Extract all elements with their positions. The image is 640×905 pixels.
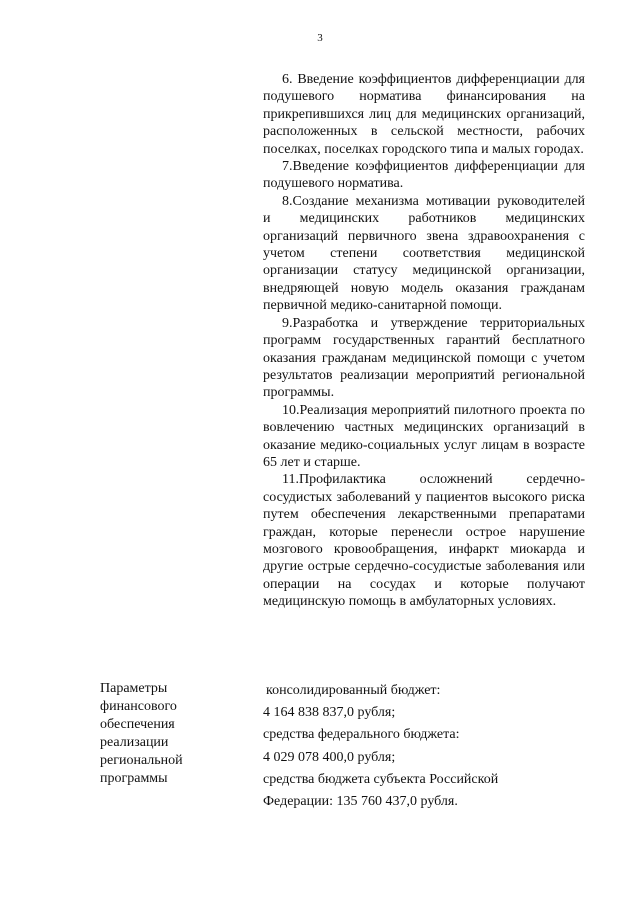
regional-budget-label: средства бюджета субъекта Российской: [263, 771, 499, 787]
financing-values: [263, 680, 585, 813]
list-item: 7.Введение коэффициентов дифференциации для подушевого норматива.: [263, 159, 585, 192]
federal-budget-amount: 4 029 078 400,0 рубля;: [263, 749, 396, 765]
federal-budget-label: средства федерального бюджета:: [263, 727, 460, 743]
regional-budget-amount: Федерации: 135 760 437,0 рубля.: [263, 794, 458, 810]
measures-list: [263, 71, 585, 611]
list-item: 11.Профилактика осложнений сердечно-сосудистых заболеваний у пациентов высокого риска путем обеспечения лекарственными препаратами граждан, которые перенесли острое нарушение мозгового кровообращения, инфаркт миокарда и другие острые сердечно-сосудистые заболевания или операции на сосудах и которые получают медицинскую помощь в амбулаторных условиях.: [263, 472, 585, 610]
consolidated-budget-label: консолидированный бюджет:: [266, 683, 441, 698]
page-number: 3: [317, 32, 323, 44]
list-item: 9.Разработка и утверждение территориальных программ государственных гарантий бесплатного оказания гражданам медицинской помощи с учетом результатов реализации мероприятий региональной программы.: [263, 315, 585, 401]
list-item: 6. Введение коэффициентов дифференциации для подушевого норматива финансирования на прикрепившихся лиц для медицинских организаций, расположенных в сельской местности, рабочих поселках, поселках городского типа и малых городах.: [263, 72, 585, 157]
list-item: 10.Реализация мероприятий пилотного проекта по вовлечению частных медицинских организаций в оказание медико-социальных услуг лицам в возрасте 65 лет и старше.: [263, 402, 585, 470]
financing-label: Параметры финансового обеспечения реализации региональной программы: [100, 681, 183, 786]
consolidated-budget-amount: 4 164 838 837,0 рубля;: [263, 705, 396, 721]
list-item: 8.Создание механизма мотивации руководителей и медицинских работников медицинских организаций первичного звена здравоохранения с учетом степени соответствия медицинской организации статусу медицинской организации, внедряющей новую модель оказания гражданам первичной медико-санитарной помощи.: [263, 193, 585, 314]
